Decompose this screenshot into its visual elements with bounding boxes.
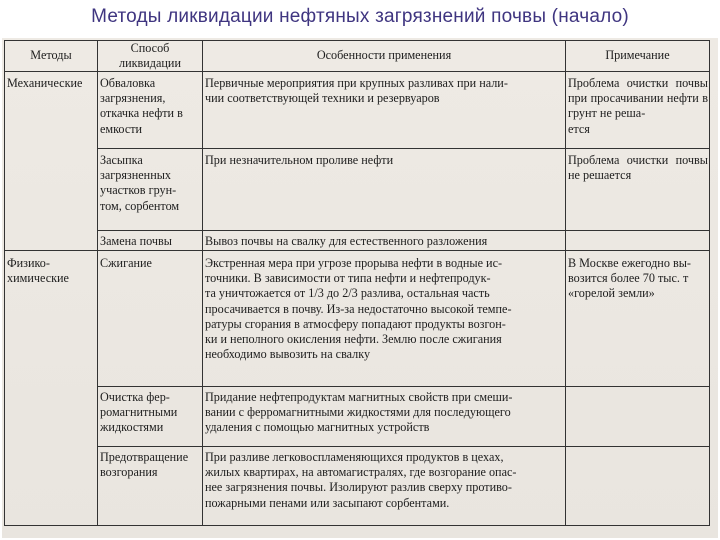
row-way: Обваловка загрязнения, откачка нефти в емкости [100,76,183,136]
scanned-table-page [2,38,718,538]
row-feature: При разливе легковоспламеняющихся продуктов в цехах, жилых квартирах, на автомагистралях, где возгорание опас- нее загрязнения почвы. Изолируют разлив сверху противо- пожарными пенами или засыпают сорбентами. [205,450,517,510]
row-feature: Вывоз почвы на свалку для естественного разложения [205,234,488,248]
header-note: Примечание [605,48,670,62]
row-way: Сжигание [100,256,152,270]
row-feature: Первичные мероприятия при крупных разливах при нали- чии соответствующей техники и резервуаров [205,76,508,106]
row-note: В Москве ежегодно вы- возится более 70 тыс. т «горелой земли» [568,256,691,301]
group-name-physico-chemical: Физико- химические [7,256,69,286]
row-way: Засыпка загрязненных участков грун- том, сорбентом [100,153,180,213]
row-feature: Придание нефтепродуктам магнитных свойств при смеши- вании с ферромагнитными жидкостями для последующего удаления с помощью магнитных устройств [205,390,513,435]
header-way: Способ ликвидации [119,41,181,71]
row-note: Проблема очистки почвы не решается [568,153,708,183]
header-methods: Методы [30,48,72,62]
row-way: Предотвращение возгорания [100,450,189,480]
row-feature: При незначительном проливе нефти [205,153,394,167]
slide-title: Методы ликвидации нефтяных загрязнений почвы (начало) [91,6,629,27]
header-features: Особенности применения [316,48,452,62]
row-way: Очистка фер- ромагнитными жидкостями [100,390,178,435]
row-way: Замена почвы [100,234,172,248]
row-feature: Экстренная мера при угрозе прорыва нефти в водные ис- точники. В зависимости от типа нефти и нефтепродук- та уничтожается от 1/3 до 2/3 разлива, остальная часть просачивается в почву. Из-за недостаточно высокой темпе- ратуры сгорания в атмосферу попадают продукты возгон- ки и неполного окисления нефти. Землю после сжигания необходимо вывозить на свалку [205,256,512,362]
group-name-mechanical: Механические [7,76,83,90]
row-note: Проблема очистки почвы при просачивании нефти в грунт не реша- ется [568,76,708,136]
